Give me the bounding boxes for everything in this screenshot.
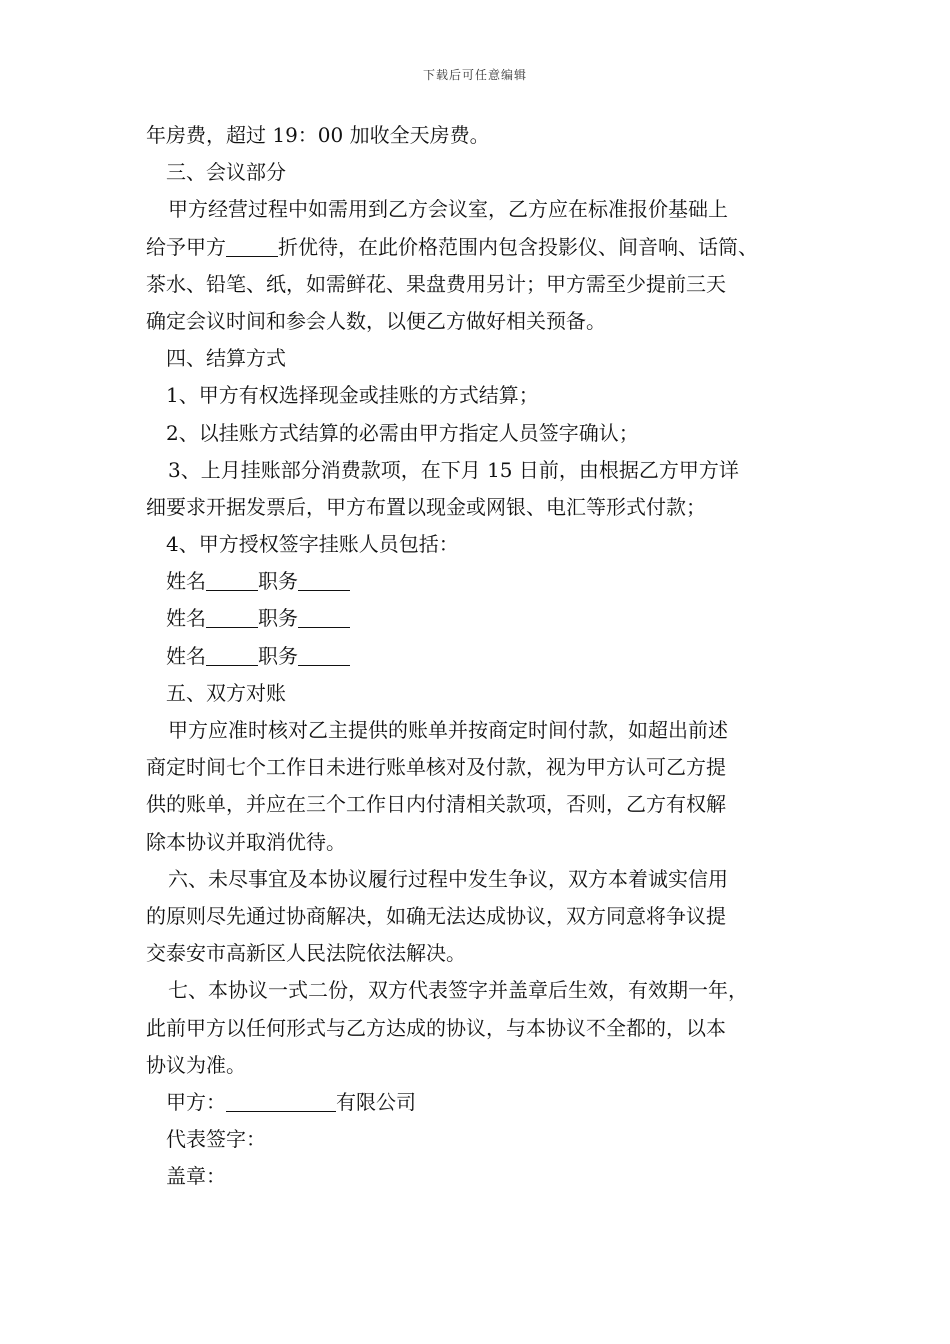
section-3-line-2 [146,229,816,266]
section-3-line-2-wrap [146,229,758,266]
seal-label: 盖章： [166,1164,226,1189]
name-label: 姓名 [166,643,206,668]
section-6-line-2 [146,898,816,935]
section-6-line-2-text: 的原则尽先通过协商解决，如确无法达成协议，双方同意将争议提 [146,903,726,928]
duty-blank[interactable] [298,568,350,591]
section-6-line-1-text: 六、未尽事宜及本协议履行过程中发生争议，双方本着诚实信用 [168,866,728,891]
section-7-line-1-text: 七、本协议一式二份，双方代表签字并盖章后生效，有效期一年， [168,978,748,1003]
section-5-line-4: 除本协议并取消优待。 [146,829,346,854]
section-3-title: 三、会议部分 [166,160,286,185]
signatory-row [146,638,816,675]
name-blank[interactable] [206,643,258,666]
signatory-row [146,563,816,600]
section-4-title: 四、结算方式 [166,346,286,371]
section-3-line-2-text-b: 折优待，在此价格范围内包含投影仪、间音响、话筒、 [278,234,758,259]
page-header: 下载后可任意编辑 [422,68,527,82]
section-3-line-3 [146,266,816,303]
section-5-line-2-text: 商定时间七个工作日未进行账单核对及付款，视为甲方认可乙方提 [146,755,726,780]
section-5-title: 五、双方对账 [166,680,286,705]
party-a-suffix: 有限公司 [336,1089,416,1114]
section-7-line-3: 协议为准。 [146,1052,246,1077]
section-3-line-2-text-a: 给予甲方 [146,234,226,259]
company-name-blank[interactable] [226,1089,336,1112]
section-4-item-3-text-a: 3、上月挂账部分消费款项，在下月 15 日前，由根据乙方甲方详 [168,457,739,482]
duty-label: 职务 [258,606,298,631]
section-7-line-2 [146,1010,816,1047]
section-4-item-4: 4、甲方授权签字挂账人员包括： [166,532,459,557]
duty-label: 职务 [258,643,298,668]
section-4-item-3-line-1 [146,452,816,489]
discount-blank[interactable] [226,234,278,257]
section-6-line-1 [146,861,816,898]
section-6-line-3: 交泰安市高新区人民法院依法解决。 [146,941,466,966]
section-4-item-1: 1、甲方有权选择现金或挂账的方式结算； [166,383,539,408]
duty-blank[interactable] [298,605,350,628]
party-a-row [146,1084,816,1121]
section-7-line-1 [146,972,816,1009]
duty-blank[interactable] [298,643,350,666]
section-5-line-3 [146,786,816,823]
name-blank[interactable] [206,568,258,591]
name-label: 姓名 [166,569,206,594]
section-3-line-1-text: 甲方经营过程中如需用到乙方会议室，乙方应在标准报价基础上 [168,197,728,222]
section-5-line-1-text: 甲方应准时核对乙主提供的账单并按商定时间付款，如超出前述 [168,718,728,742]
section-5-line-2 [146,749,816,786]
section-4-item-3-line-2: 细要求开据发票后，甲方布置以现金或网银、电汇等形式付款； [146,494,706,519]
section-4-item-2: 2、以挂账方式结算的必需由甲方指定人员签字确认； [166,420,639,445]
section-5-line-3-text: 供的账单，并应在三个工作日内付清相关款项，否则，乙方有权解 [146,792,726,817]
section-5-line-1 [146,712,816,749]
name-label: 姓名 [166,606,206,631]
name-blank[interactable] [206,605,258,628]
signatory-row [146,600,816,637]
paragraph-room-fee: 年房费，超过 19：00 加收全天房费。 [146,123,490,147]
document-body [146,117,816,1195]
section-3-line-3-text: 茶水、铅笔、纸，如需鲜花、果盘费用另计；甲方需至少提前三天 [146,271,726,296]
party-a-label: 甲方： [166,1089,226,1114]
section-3-line-4: 确定会议时间和参会人数，以便乙方做好相关预备。 [146,308,606,333]
section-3-line-1 [146,191,816,228]
representative-signature-label: 代表签字： [166,1127,266,1152]
duty-label: 职务 [258,569,298,594]
section-7-line-2-text: 此前甲方以任何形式与乙方达成的协议，与本协议不全都的，以本 [146,1015,726,1040]
